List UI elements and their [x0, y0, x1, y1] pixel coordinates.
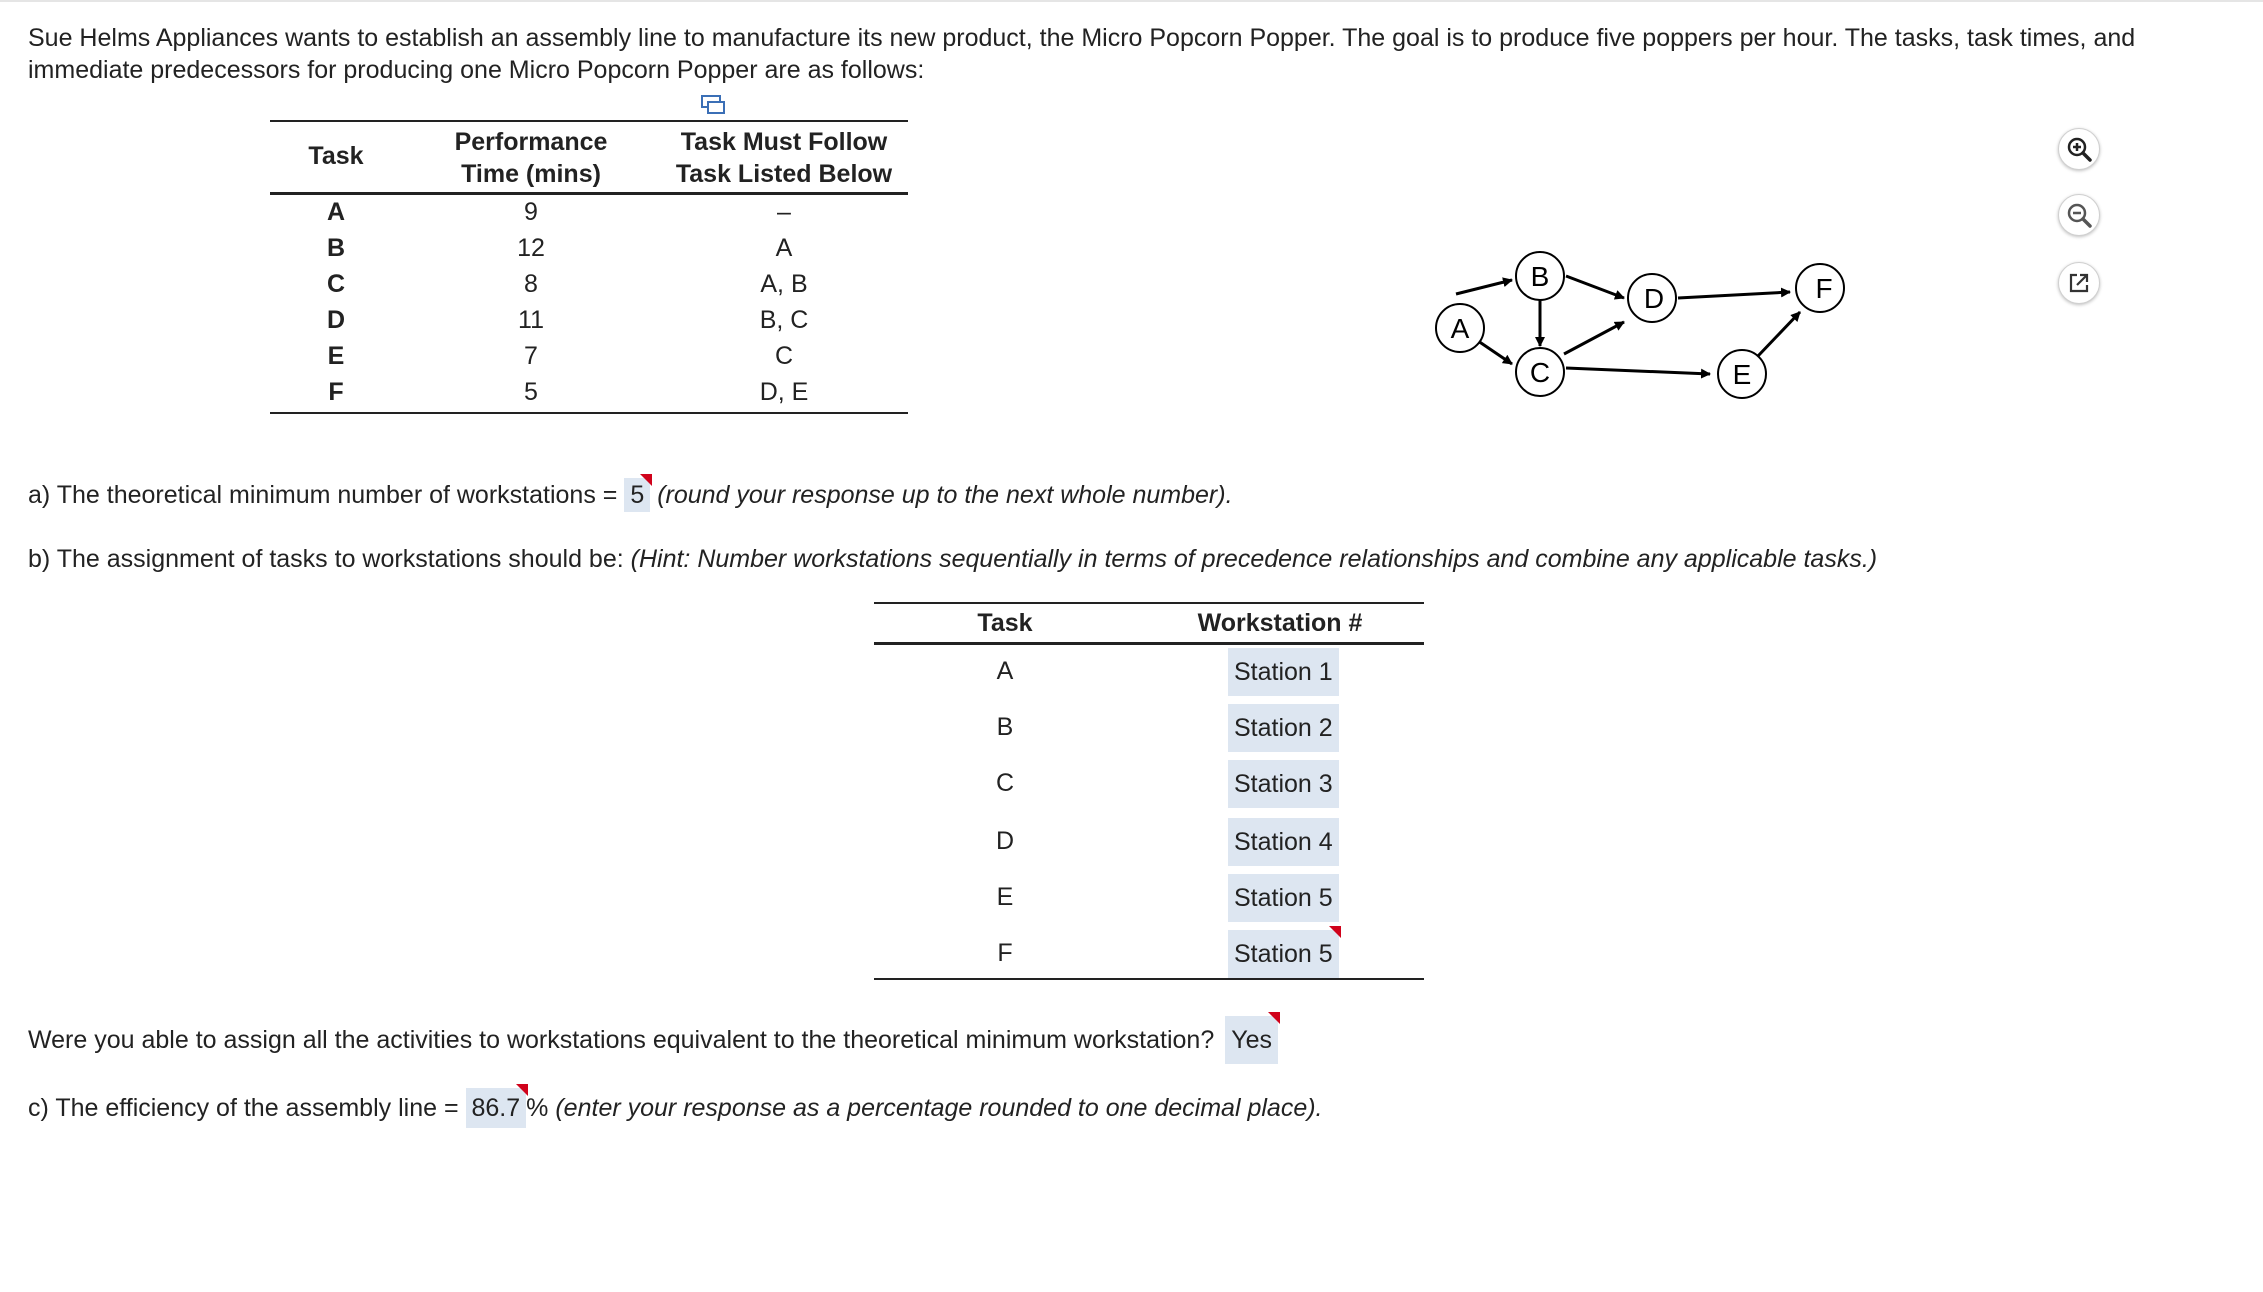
- ws-table-top-rule: [874, 602, 1424, 604]
- ws-table-header-rule: [874, 642, 1424, 645]
- ws-task-cell: C: [995, 769, 1015, 797]
- node-e-label: E: [1732, 359, 1752, 390]
- question-a-hint: (round your response up to the next whole number).: [657, 481, 1233, 509]
- station-value: Station 5: [1234, 884, 1333, 912]
- station-value: Station 4: [1234, 828, 1333, 856]
- task-cell: A: [326, 198, 346, 226]
- question-a-prefix: a) The theoretical minimum number of workstations =: [28, 481, 618, 509]
- answer-flag-icon: [516, 1084, 528, 1096]
- ws-task-cell: F: [997, 939, 1013, 967]
- station-select[interactable]: [1228, 704, 1339, 752]
- table-row: [874, 816, 1424, 866]
- predecessor-cell: D, E: [759, 378, 809, 406]
- zoom-in-button[interactable]: [2058, 128, 2100, 170]
- time-cell: 5: [524, 378, 538, 406]
- edge-e-f: [1758, 312, 1800, 356]
- table-row: [270, 338, 908, 374]
- question-c-prefix: c) The efficiency of the assembly line =: [28, 1094, 459, 1122]
- node-f-label: F: [1815, 273, 1833, 304]
- task-cell: C: [326, 270, 346, 298]
- edge-d-f: [1678, 292, 1790, 298]
- question-a: [28, 478, 1233, 512]
- question-assignment-text: Were you able to assign all the activities to workstations equivalent to the theoretical minimum workstation?: [28, 1026, 1215, 1054]
- station-value: Station 2: [1234, 714, 1333, 742]
- answer-flag-icon: [1268, 1012, 1280, 1024]
- station-select[interactable]: [1228, 760, 1339, 808]
- question-c: [28, 1088, 1323, 1128]
- task-cell: B: [326, 234, 346, 262]
- time-cell: 7: [524, 342, 538, 370]
- zoom-out-icon: [2065, 201, 2093, 229]
- station-value: Station 5: [1234, 940, 1333, 968]
- table-row: [874, 702, 1424, 752]
- time-cell: 11: [518, 306, 544, 334]
- zoom-out-button[interactable]: [2058, 194, 2100, 236]
- header-predecessor: [660, 126, 908, 190]
- table-row: [874, 928, 1424, 978]
- table-row: [874, 758, 1424, 808]
- header-pred-line2: Task Listed Below: [675, 160, 893, 188]
- ws-header-station: Workstation #: [1197, 609, 1363, 637]
- table-row: [270, 266, 908, 302]
- question-b-prefix: b) The assignment of tasks to workstations should be:: [28, 545, 624, 573]
- ws-task-cell: A: [996, 657, 1014, 685]
- efficiency-answer[interactable]: [466, 1088, 527, 1128]
- edge-c-e: [1566, 368, 1710, 374]
- time-cell: 12: [517, 234, 545, 262]
- top-divider: [0, 0, 2263, 2]
- table-options-icon[interactable]: [700, 94, 726, 116]
- efficiency-value: 86.7: [471, 1094, 521, 1122]
- node-d-label: D: [1643, 283, 1665, 314]
- header-pred-line1: Task Must Follow: [680, 128, 888, 156]
- node-c-label: C: [1529, 357, 1551, 388]
- station-select[interactable]: [1228, 930, 1339, 978]
- table-row: [874, 872, 1424, 922]
- answer-flag-icon: [640, 474, 652, 486]
- task-cell: E: [327, 342, 345, 370]
- task-cell: D: [326, 306, 346, 334]
- header-time-line2: Time (mins): [461, 160, 601, 188]
- station-select[interactable]: [1228, 874, 1339, 922]
- edge-a-b: [1456, 280, 1512, 294]
- ws-header-task: Task: [977, 609, 1033, 637]
- min-workstations-answer[interactable]: [624, 478, 650, 512]
- precedence-diagram: [1420, 236, 1860, 406]
- ws-task-cell: E: [996, 883, 1014, 911]
- station-value: Station 3: [1234, 770, 1333, 798]
- predecessor-cell: –: [777, 198, 791, 226]
- edge-b-d: [1566, 276, 1624, 298]
- question-b: [28, 543, 1877, 575]
- header-task: Task: [308, 142, 364, 170]
- predecessor-cell: B, C: [759, 306, 809, 334]
- station-select[interactable]: [1228, 648, 1339, 696]
- edge-c-d: [1564, 322, 1624, 354]
- table-row: [874, 646, 1424, 696]
- task-cell: F: [328, 378, 344, 406]
- question-b-hint: (Hint: Number workstations sequentially in terms of precedence relationships and combine any applicable tasks.): [630, 545, 1878, 573]
- question-c-hint: (enter your response as a percentage rounded to one decimal place).: [555, 1094, 1323, 1122]
- table-row: [270, 374, 908, 410]
- table-bottom-rule: [270, 412, 908, 414]
- node-a-label: A: [1450, 313, 1470, 344]
- header-performance-time: [402, 126, 660, 190]
- question-assignment: [28, 1016, 1278, 1064]
- time-cell: 9: [524, 198, 538, 226]
- assignment-answer[interactable]: [1225, 1016, 1278, 1064]
- min-workstations-value: 5: [630, 481, 645, 509]
- open-external-button[interactable]: [2058, 262, 2100, 304]
- answer-flag-icon: [1329, 926, 1341, 938]
- ws-task-cell: B: [996, 713, 1014, 741]
- predecessor-cell: A, B: [760, 270, 808, 298]
- assignment-value: Yes: [1231, 1026, 1272, 1054]
- open-external-icon: [2065, 269, 2093, 297]
- node-b-label: B: [1530, 261, 1550, 292]
- ws-task-cell: D: [995, 827, 1015, 855]
- percent-sign: %: [526, 1094, 549, 1122]
- table-row: [270, 194, 908, 230]
- station-value: Station 1: [1234, 658, 1333, 686]
- header-time-line1: Performance: [454, 128, 608, 156]
- predecessor-cell: A: [775, 234, 793, 262]
- zoom-in-icon: [2065, 135, 2093, 163]
- station-select[interactable]: [1228, 818, 1339, 866]
- table-top-rule: [270, 120, 908, 122]
- table-row: [270, 230, 908, 266]
- time-cell: 8: [524, 270, 538, 298]
- predecessor-cell: C: [774, 342, 794, 370]
- problem-intro: Sue Helms Appliances wants to establish an assembly line to manufacture its new product, the Micro Popcorn Popper. The goal is to produce five poppers per hour. The tasks, task times, and immediate predecessors for producing one Micro Popcorn Popper are as follows:: [28, 24, 2136, 84]
- ws-table-bottom-rule: [874, 978, 1424, 980]
- table-row: [270, 302, 908, 338]
